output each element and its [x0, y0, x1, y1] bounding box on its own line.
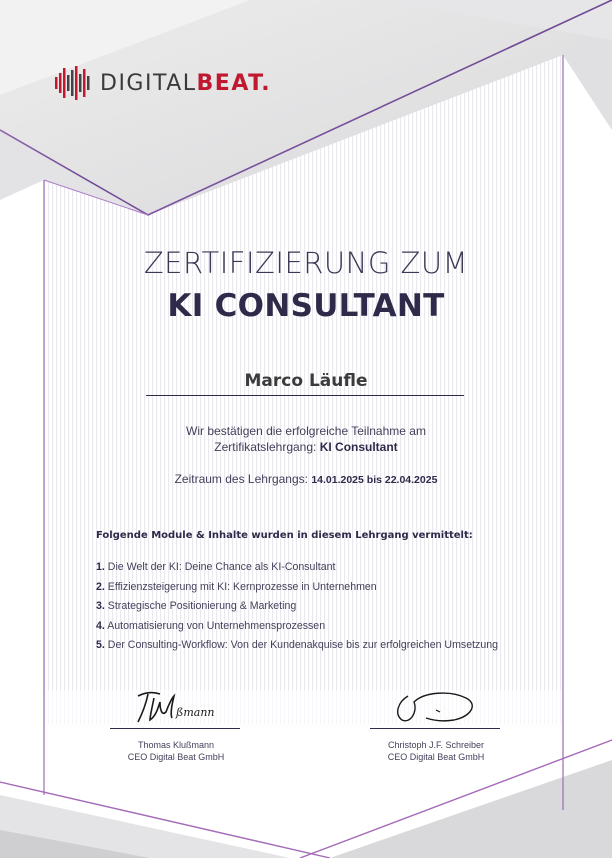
- list-item-number: 2.: [96, 580, 105, 593]
- list-item-number: 5.: [96, 639, 105, 651]
- list-item-number: 3.: [96, 600, 105, 612]
- certificate-title-line2: KI CONSULTANT: [167, 288, 445, 324]
- confirmation-text: [0, 423, 612, 455]
- confirmation-line1: Wir bestätigen die erfolgreiche Teilnahme am: [186, 424, 426, 438]
- confirmation-prefix: Zertifikatslehrgang:: [214, 440, 320, 454]
- list-item: [96, 620, 526, 634]
- list-item: [96, 600, 526, 614]
- list-item: [96, 561, 526, 575]
- svg-text:ßmann: ßmann: [176, 706, 215, 719]
- list-item-text: Die Welt der KI: Deine Chance als KI-Consultant: [107, 561, 336, 573]
- period-value: 14.01.2025 bis 22.04.2025: [311, 474, 438, 486]
- signatory-2: [356, 739, 516, 763]
- list-item-number: 1.: [96, 561, 105, 573]
- modules-heading: Folgende Module & Inhalte wurden in diesem Lehrgang vermittelt:: [96, 530, 473, 541]
- signature-christoph-schreiber: [388, 688, 488, 728]
- confirmation-line2: [0, 439, 612, 455]
- signature-line-2: [370, 728, 500, 729]
- course-name: KI Consultant: [319, 440, 398, 454]
- signature-thomas-klussmann: [128, 686, 228, 726]
- certificate-title-line1: ZERTIFIZIERUNG ZUM: [143, 246, 469, 280]
- logo-name: DIGITAL: [100, 70, 197, 96]
- recipient-name: Marco Läufle: [244, 371, 368, 391]
- list-item-number: 4.: [96, 619, 105, 632]
- list-item-text: Der Consulting-Workflow: Von der Kundenakquise bis zur erfolgreichen Umsetzung: [107, 639, 499, 651]
- signatory-1-name: Thomas Klußmann: [137, 740, 215, 750]
- list-item-text: Strategische Positionierung & Marketing: [107, 600, 297, 612]
- list-item-text: Automatisierung von Unternehmensprozessen: [107, 619, 326, 632]
- name-underline: [146, 395, 464, 396]
- modules-list: [96, 561, 526, 659]
- period-label: Zeitraum des Lehrgangs:: [174, 472, 312, 486]
- signatory-2-name: Christoph J.F. Schreiber: [387, 740, 485, 750]
- logo-accent: BEAT: [196, 70, 262, 96]
- logo-soundwave-icon: [54, 65, 94, 101]
- list-item-text: Effizienzsteigerung mit KI: Kernprozesse in Unternehmen: [107, 580, 377, 593]
- signatory-1: [96, 739, 256, 763]
- list-item: [96, 581, 526, 595]
- list-item: [96, 639, 526, 653]
- signatory-1-role: CEO Digital Beat GmbH: [127, 752, 225, 762]
- course-period: [0, 472, 612, 486]
- logo-dot: .: [261, 70, 272, 96]
- company-logo: [54, 65, 271, 101]
- signatory-2-role: CEO Digital Beat GmbH: [387, 752, 485, 762]
- signature-line-1: [110, 728, 240, 729]
- logo-wordmark: [100, 71, 271, 96]
